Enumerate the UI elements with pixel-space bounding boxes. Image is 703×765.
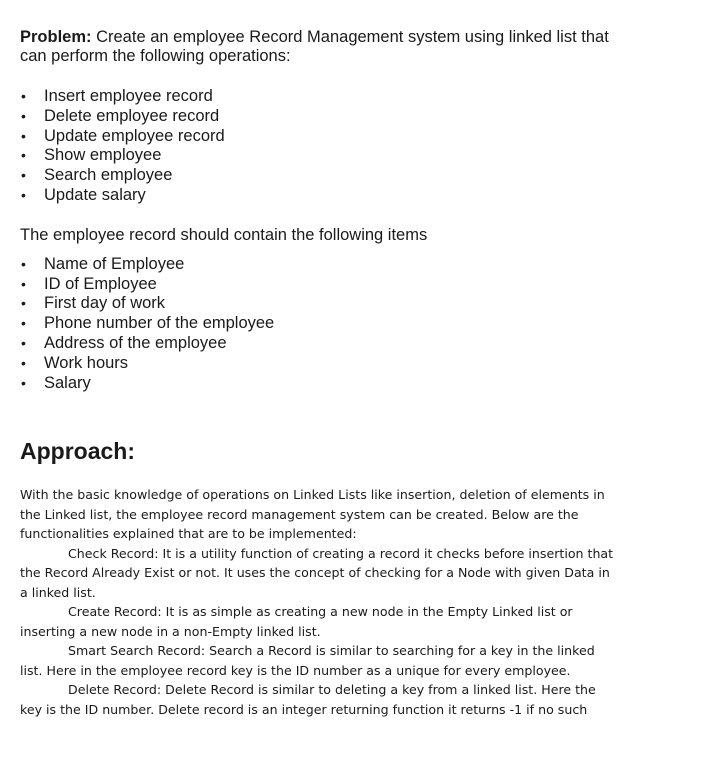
list-item: • Salary <box>20 374 620 394</box>
approach-paragraph: Check Record: It is a utility function of creating a record it checks before insertion that the Record Already Exist or not. It uses the concept of checking for a Node with given Data in a linked list. <box>20 545 614 600</box>
list-item: • Insert employee record <box>20 87 620 107</box>
approach-paragraph: Create Record: It is as simple as creating a new node in the Empty Linked list or inserting a new node in a non-Empty linked list. <box>20 604 573 639</box>
list-item: • Work hours <box>20 354 620 374</box>
list-item: • Address of the employee <box>20 334 620 354</box>
list-item: • First day of work <box>20 294 620 314</box>
record-items-intro: The employee record should contain the following items <box>20 225 428 244</box>
problem-label: Problem: <box>20 28 92 46</box>
operations-list <box>20 87 620 206</box>
list-item: • Update salary <box>20 186 620 206</box>
approach-paragraph: With the basic knowledge of operations on Linked Lists like insertion, deletion of elements in the Linked list, the employee record management system can be created. Below are the functionalities explained that are to be implemented: <box>20 487 605 542</box>
list-item: • ID of Employee <box>20 275 620 295</box>
list-item: • Update employee record <box>20 127 620 147</box>
approach-paragraph: Smart Search Record: Search a Record is similar to searching for a key in the linked list. Here in the employee record key is the ID number as a unique for every employee. <box>20 643 595 678</box>
list-item: • Phone number of the employee <box>20 314 620 334</box>
approach-paragraph: Delete Record: Delete Record is similar to deleting a key from a linked list. Here the key is the ID number. Delete record is an integer returning function it returns -1 if no such <box>20 682 596 717</box>
approach-heading: Approach: <box>20 438 135 465</box>
list-item: • Show employee <box>20 146 620 166</box>
list-item: • Name of Employee <box>20 255 620 275</box>
problem-statement <box>20 28 620 66</box>
document-page <box>20 28 620 719</box>
record-items-list <box>20 255 620 394</box>
list-item: • Delete employee record <box>20 107 620 127</box>
list-item: • Search employee <box>20 166 620 186</box>
problem-text: Create an employee Record Management system using linked list that can perform the following operations: <box>20 28 609 65</box>
approach-body <box>20 485 620 719</box>
